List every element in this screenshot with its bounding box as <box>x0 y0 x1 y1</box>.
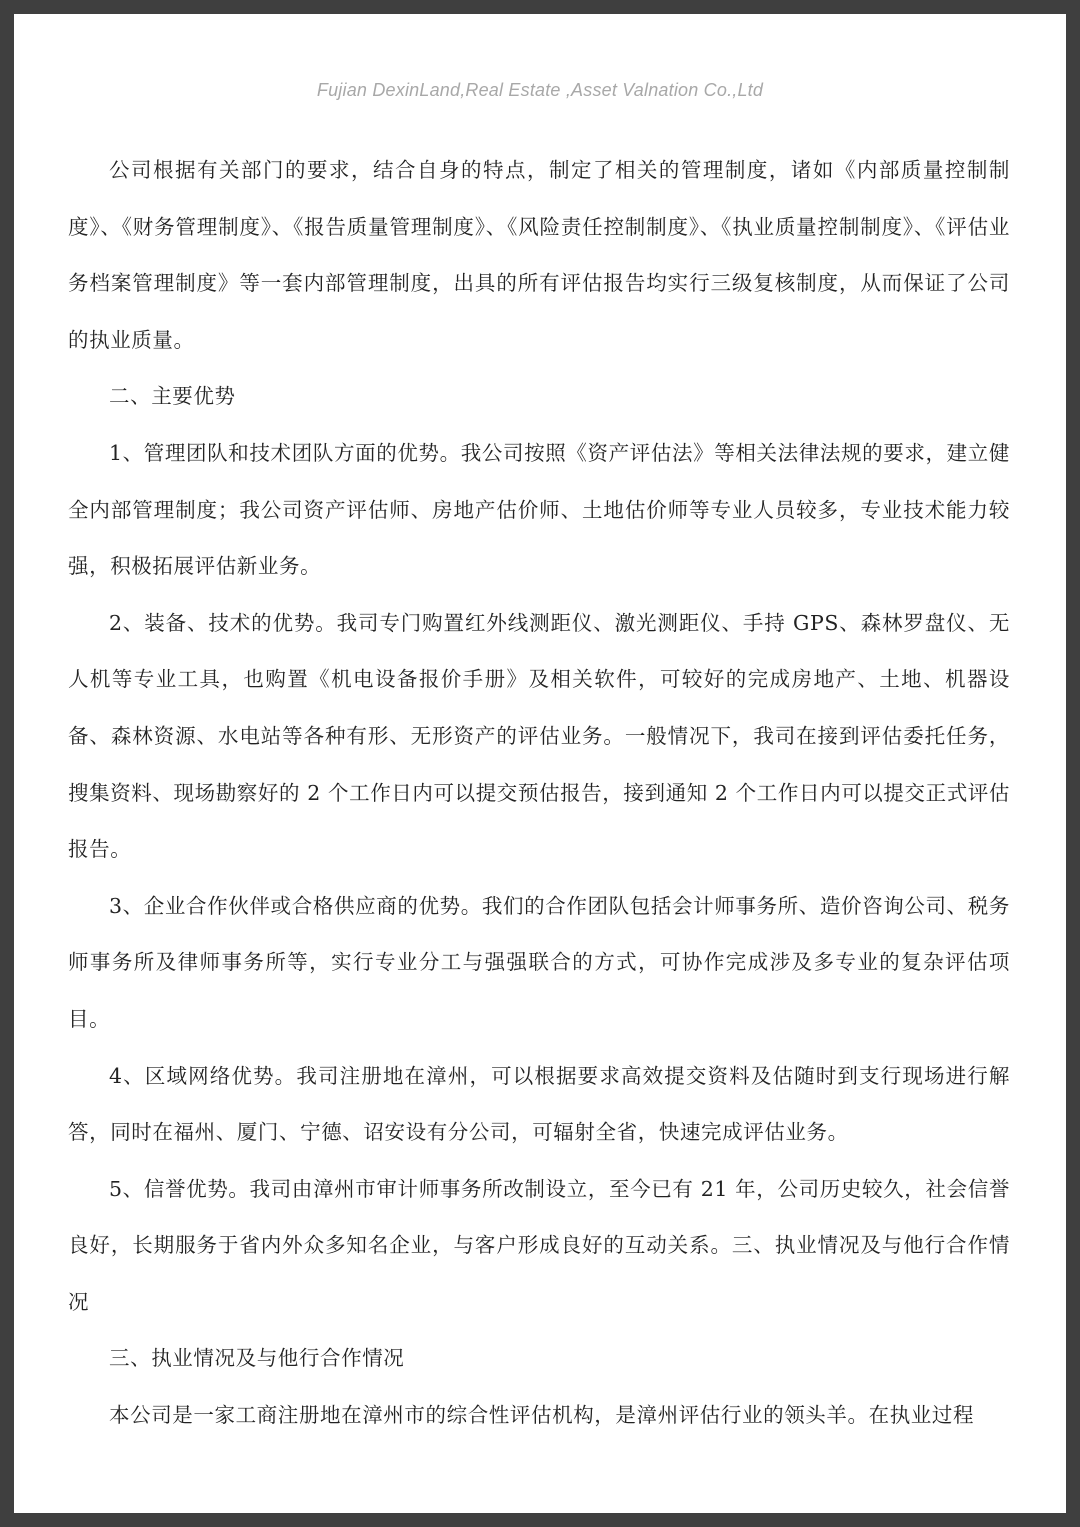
paragraph-company-intro: 本公司是一家工商注册地在漳州市的综合性评估机构，是漳州评估行业的领头羊。在执业过程 <box>109 1403 975 1428</box>
paragraph-management-system: 公司根据有关部门的要求，结合自身的特点，制定了相关的管理制度，诸如《内部质量控制制度》、《财务管理制度》、《报告质量管理制度》、《风险责任控制制度》、《执业质量控制制度》、《评估业务档案管理制度》等一套内部管理制度，出具的所有评估报告均实行三级复核制度，从而保证了公司的执业质量。 <box>68 158 1010 352</box>
paragraph-advantage-team: 1、管理团队和技术团队方面的优势。我公司按照《资产评估法》等相关法律法规的要求，建立健全内部管理制度；我公司资产评估师、房地产估价师、土地估价师等专业人员较多，专业技术能力较强，积极拓展评估新业务。 <box>68 440 1010 579</box>
document-body <box>68 142 1010 1444</box>
section-heading-main-advantages: 二、主要优势 <box>109 384 236 409</box>
paragraph-advantage-network: 4、区域网络优势。我司注册地在漳州，可以根据要求高效提交资料及估随时到支行现场进行解答，同时在福州、厦门、宁德、诏安设有分公司，可辐射全省，快速完成评估业务。 <box>68 1063 1010 1145</box>
paragraph-advantage-partners: 3、企业合作伙伴或合格供应商的优势。我们的合作团队包括会计师事务所、造价咨询公司、税务师事务所及律师事务所等，实行专业分工与强强联合的方式，可协作完成涉及多专业的复杂评估项目。 <box>68 893 1010 1031</box>
section-heading-practice: 三、执业情况及与他行合作情况 <box>109 1346 405 1371</box>
paragraph-advantage-reputation: 5、信誉优势。我司由漳州市审计师事务所改制设立，至今已有 21 年，公司历史较久，社会信誉良好，长期服务于省内外众多知名企业，与客户形成良好的互动关系。三、执业情况及与他行合作情况 <box>68 1176 1010 1314</box>
document-page <box>14 14 1066 1513</box>
page-header: Fujian DexinLand,Real Estate ,Asset Valnation Co.,Ltd <box>316 80 764 100</box>
paragraph-advantage-equipment: 2、装备、技术的优势。我司专门购置红外线测距仪、激光测距仪、手持 GPS、森林罗盘仪、无人机等专业工具，也购置《机电设备报价手册》及相关软件，可较好的完成房地产、土地、机器设备、森林资源、水电站等各种有形、无形资产的评估业务。一般情况下，我司在接到评估委托任务，搜集资料、现场勘察好的 2 个工作日内可以提交预估报告，接到通知 2 个工作日内可以提交正式评估报告。 <box>68 610 1010 862</box>
